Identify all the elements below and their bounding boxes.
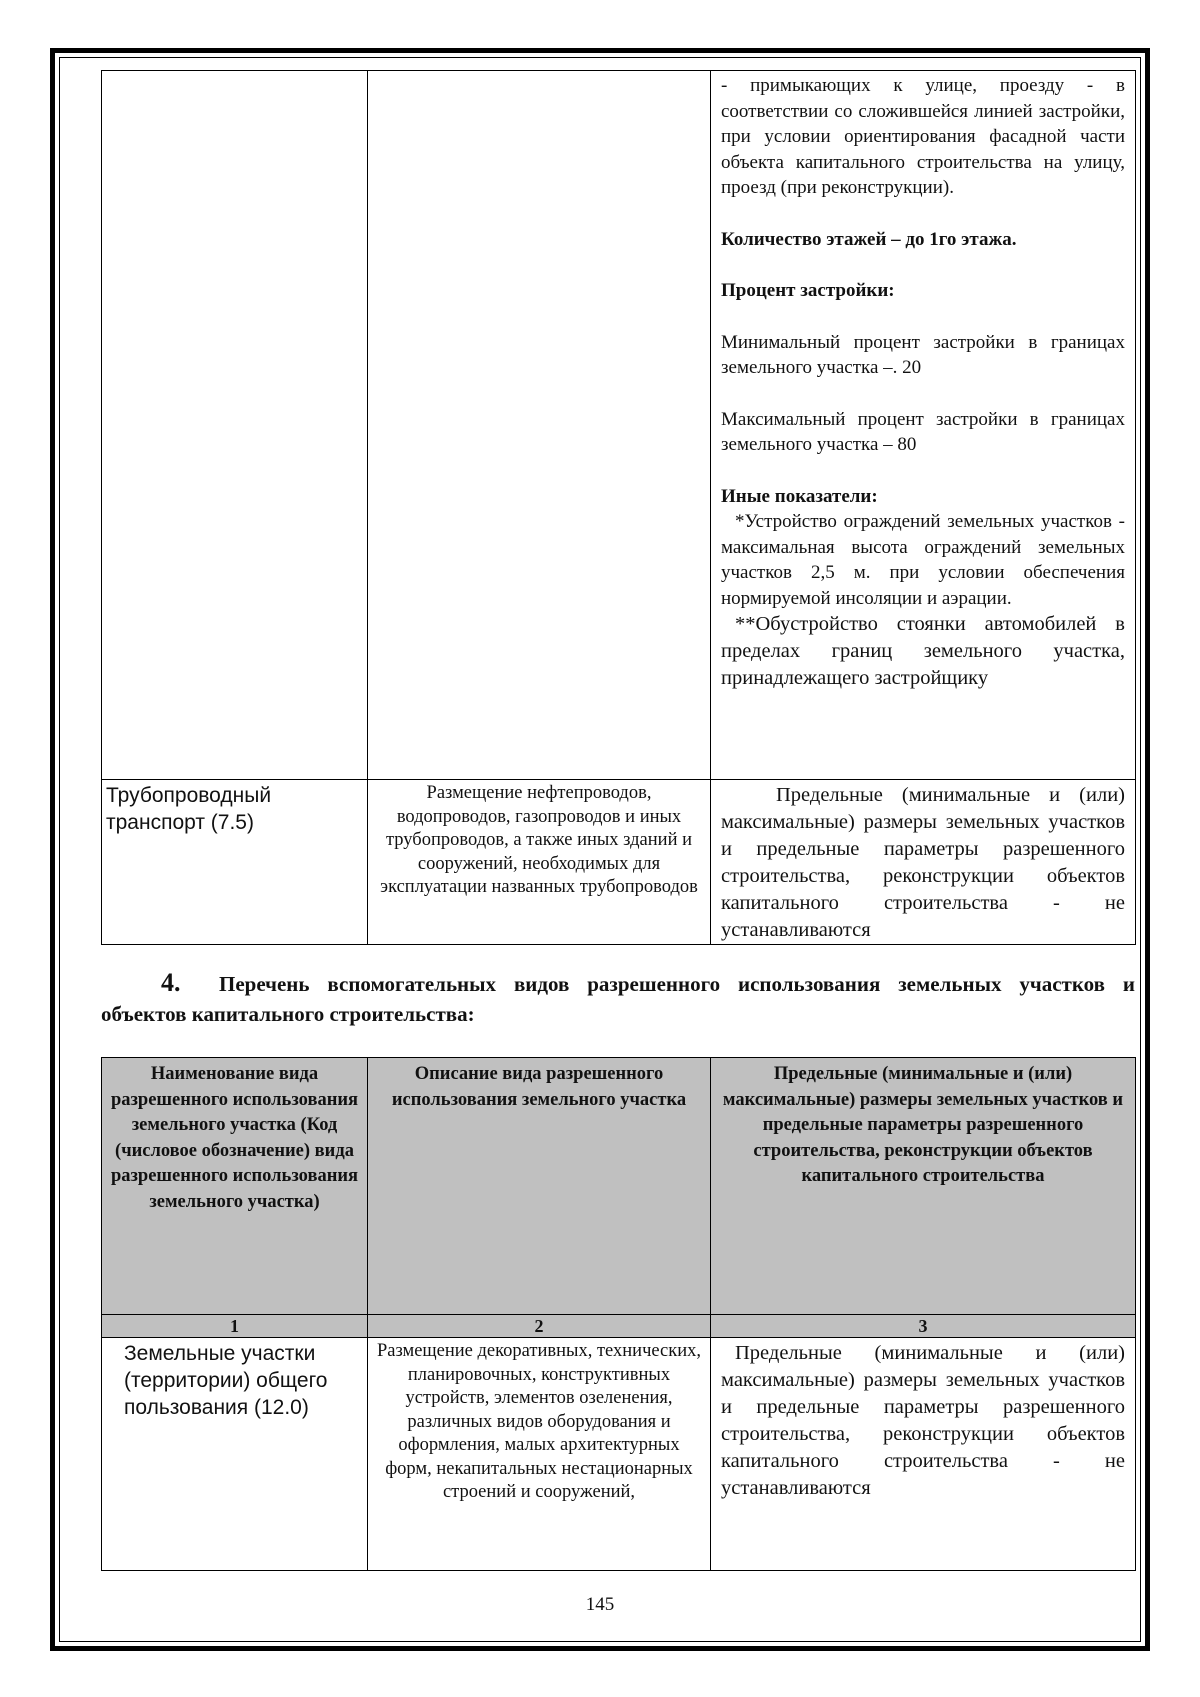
column-number-row bbox=[102, 1315, 1136, 1338]
params-cell bbox=[711, 71, 1136, 780]
table-row bbox=[102, 71, 1136, 780]
pipeline-params-cell bbox=[711, 780, 1136, 945]
fence-text: *Устройство ограждений земельных участков - максимальная высота ограждений земельных участков 2,5 м. при условии обеспечения нормируемой инсоляции и аэрации. bbox=[721, 511, 1125, 609]
use-description: Размещение декоративных, технических, планировочных, конструктивных устройств, элементов озеленения, различных видов оборудования и оформления, малых архитектурных форм, некапитальных нестационарных строений и сооружений, bbox=[368, 1338, 711, 1571]
header-cell bbox=[368, 1058, 711, 1315]
column-number: 1 bbox=[102, 1315, 368, 1338]
table-cell-empty bbox=[102, 71, 368, 780]
pipeline-params: Предельные (минимальные и (или) максимальные) размеры земельных участков и предельные параметры разрешенного строительства, реконструкции объектов капитального строительства - не устанавливаются bbox=[721, 784, 1125, 941]
header-name: Наименование вида разрешенного использования земельного участка (Код (числовое обозначение) вида разрешенного использования земельного участка) bbox=[110, 1064, 359, 1212]
table-cell-empty bbox=[368, 71, 711, 780]
column-number: 2 bbox=[368, 1315, 711, 1338]
table-continued bbox=[101, 70, 1136, 945]
other-title: Иные показатели: bbox=[721, 485, 878, 507]
setback-text: - примыкающих к улице, проезду - в соответствии со сложившейся линией застройки, при условии ориентирования фасадной части объекта капитального строительства на улицу, проезд (при реконструкции). bbox=[721, 75, 1125, 198]
max-percent-text: Максимальный процент застройки в границах земельного участка – 80 bbox=[721, 408, 1125, 455]
min-percent-text: Минимальный процент застройки в границах земельного участка –. 20 bbox=[721, 331, 1125, 378]
floors-text: Количество этажей – до 1го этажа. bbox=[721, 228, 1017, 250]
table-header-row bbox=[102, 1058, 1136, 1315]
header-description: Описание вида разрешенного использования земельного участка bbox=[391, 1064, 687, 1110]
section-title-text: Перечень вспомогательных видов разрешенного использования земельных участков и объектов капитального строительства: bbox=[101, 972, 1135, 1026]
header-cell bbox=[102, 1058, 368, 1315]
header-cell bbox=[711, 1058, 1136, 1315]
column-number: 3 bbox=[711, 1315, 1136, 1338]
header-params: Предельные (минимальные и (или) максимальные) размеры земельных участков и предельные параметры разрешенного строительства, реконструкции объектов капитального строительства bbox=[722, 1064, 1124, 1186]
use-name: Земельные участки (территории) общего пользования (12.0) bbox=[124, 1342, 328, 1419]
pipeline-name: Трубопроводный транспорт (7.5) bbox=[102, 780, 368, 945]
table-row bbox=[102, 780, 1136, 945]
parking-text: **Обустройство стоянки автомобилей в пределах границ земельного участка, принадлежащего застройщику bbox=[721, 613, 1125, 689]
section-heading bbox=[101, 968, 1135, 1029]
table-row bbox=[102, 1338, 1136, 1571]
use-params-cell bbox=[711, 1338, 1136, 1571]
percent-title: Процент застройки: bbox=[721, 280, 895, 301]
pipeline-description: Размещение нефтепроводов, водопроводов, газопроводов и иных трубопроводов, а также иных зданий и сооружений, необходимых для эксплуатации названных трубопроводов bbox=[368, 780, 711, 945]
page-number: 145 bbox=[585, 1594, 615, 1615]
use-name-cell bbox=[102, 1338, 368, 1571]
use-params: Предельные (минимальные и (или) максимальные) размеры земельных участков и предельные параметры разрешенного строительства, реконструкции объектов капитального строительства - не устанавливаются bbox=[721, 1342, 1125, 1499]
auxiliary-uses-table bbox=[101, 1057, 1136, 1571]
section-number: 4. bbox=[161, 968, 181, 997]
